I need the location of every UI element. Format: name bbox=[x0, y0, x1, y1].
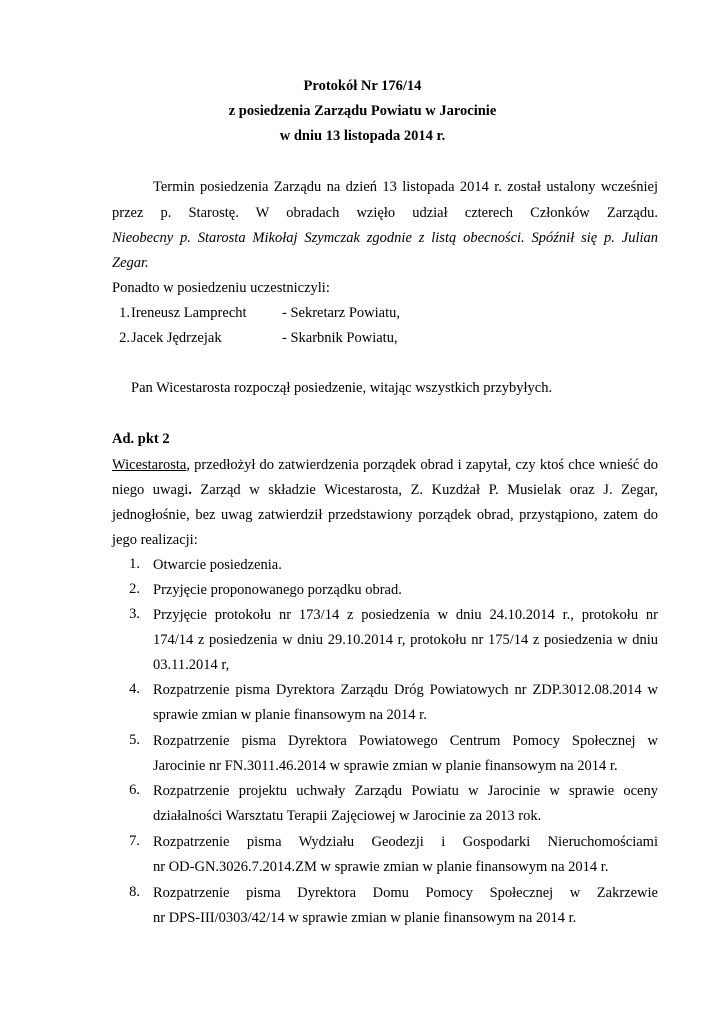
agenda-line: Jarocinie nr FN.3011.46.2014 w sprawie zmian w planie finansowym na 2014 r. bbox=[153, 758, 618, 774]
agenda-line: Rozpatrzenie pisma Dyrektora Domu Pomocy Społecznej w Zakrzewie bbox=[153, 885, 658, 901]
intro-line-1: Termin posiedzenia Zarządu na dzień 13 listopada 2014 r. został ustalony wcześniej bbox=[153, 179, 658, 195]
agenda-line: 03.11.2014 r, bbox=[153, 657, 230, 673]
agenda-line: 174/14 z posiedzenia w dniu 29.10.2014 r, protokołu nr 175/14 z posiedzenia w dniu bbox=[153, 632, 658, 648]
protocol-subtitle: z posiedzenia Zarządu Powiatu w Jarocinie bbox=[228, 103, 497, 119]
intro-line-5: Ponadto w posiedzeniu uczestniczyli: bbox=[112, 280, 330, 296]
agenda-line: działalności Warsztatu Terapii Zajęciowej w Jarocinie za 2013 rok. bbox=[153, 808, 542, 824]
attendee-role: - Sekretarz Powiatu, bbox=[282, 305, 400, 321]
agenda-number: 3. bbox=[129, 606, 140, 622]
agenda-line: sprawie zmian w planie finansowym na 2014 r. bbox=[153, 707, 427, 723]
section-line-4: jego realizacji: bbox=[112, 532, 198, 548]
agenda-number: 2. bbox=[129, 581, 140, 597]
section-line-2-dot: . bbox=[188, 482, 192, 498]
attendee-number: 2. bbox=[119, 330, 130, 346]
intro-line-3: Nieobecny p. Starosta Mikołaj Szymczak zgodnie z listą obecności. Spóźnił się p. Julian bbox=[112, 230, 658, 246]
section-line-1-text: , przedłożył do zatwierdzenia porządek obrad i zapytał, czy ktoś chce wnieść do bbox=[186, 457, 658, 473]
agenda-number: 8. bbox=[129, 884, 140, 900]
section-heading: Ad. pkt 2 bbox=[112, 431, 170, 447]
attendee-name: Jacek Jędrzejak bbox=[131, 330, 222, 346]
agenda-line: Przyjęcie proponowanego porządku obrad. bbox=[153, 582, 402, 598]
agenda-line: Rozpatrzenie pisma Wydziału Geodezji i Gospodarki Nieruchomościami bbox=[153, 834, 658, 850]
agenda-number: 7. bbox=[129, 833, 140, 849]
intro-line-2: przez p. Starostę. W obradach wzięło udział czterech Członków Zarządu. bbox=[112, 205, 658, 221]
agenda-line: Rozpatrzenie projektu uchwały Zarządu Powiatu w Jarocinie w sprawie oceny bbox=[153, 783, 658, 799]
agenda-line: Otwarcie posiedzenia. bbox=[153, 557, 282, 573]
opening-statement: Pan Wicestarosta rozpoczął posiedzenie, witając wszystkich przybyłych. bbox=[131, 380, 553, 396]
agenda-number: 6. bbox=[129, 782, 140, 798]
section-line-2 bbox=[112, 481, 658, 499]
protocol-date: w dniu 13 listopada 2014 r. bbox=[279, 128, 446, 144]
agenda-number: 1. bbox=[129, 556, 140, 572]
agenda-line: nr DPS-III/0303/42/14 w sprawie zmian w planie finansowym na 2014 r. bbox=[153, 910, 577, 926]
agenda-line: nr OD-GN.3026.7.2014.ZM w sprawie zmian w planie finansowym na 2014 r. bbox=[153, 859, 609, 875]
speaker-name: Wicestarosta bbox=[112, 457, 187, 473]
attendee-name: Ireneusz Lamprecht bbox=[131, 305, 247, 321]
section-line-2b: Zarząd w składzie Wicestarosta, Z. Kuzdżał P. Musielak oraz J. Zegar, bbox=[191, 482, 658, 498]
section-line-2a: niego uwagi bbox=[112, 482, 189, 498]
attendee-number: 1. bbox=[119, 305, 130, 321]
agenda-number: 4. bbox=[129, 681, 140, 697]
attendee-role: - Skarbnik Powiatu, bbox=[282, 330, 398, 346]
protocol-title: Protokół Nr 176/14 bbox=[303, 78, 422, 94]
agenda-line: Rozpatrzenie pisma Dyrektora Powiatowego Centrum Pomocy Społecznej w bbox=[153, 733, 658, 749]
agenda-line: Przyjęcie protokołu nr 173/14 z posiedzenia w dniu 24.10.2014 r., protokołu nr bbox=[153, 607, 658, 623]
agenda-line: Rozpatrzenie pisma Dyrektora Zarządu Dróg Powiatowych nr ZDP.3012.08.2014 w bbox=[153, 682, 658, 698]
intro-line-4: Zegar. bbox=[112, 255, 149, 271]
section-line-1 bbox=[112, 456, 658, 474]
agenda-number: 5. bbox=[129, 732, 140, 748]
section-line-3: jednogłośnie, bez uwag zatwierdził przedstawiony porządek obrad, przystąpiono, zatem do bbox=[112, 507, 658, 523]
